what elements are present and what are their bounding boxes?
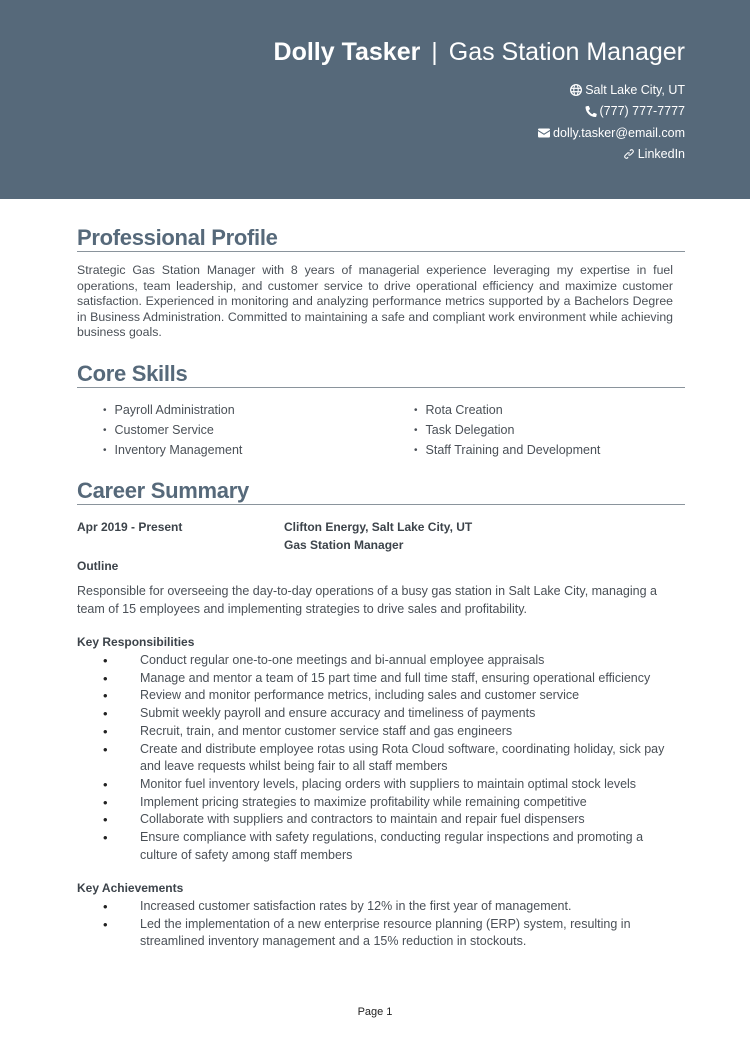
list-item: • Create and distribute employee rotas using Rota Cloud software, coordinating holiday, sick pay and leave requests whilst being fair to all staff members [103, 741, 673, 776]
list-item: • Conduct regular one-to-one meetings and bi-annual employee appraisals [103, 652, 673, 670]
list-item: • Implement pricing strategies to maximize profitability while remaining competitive [103, 794, 673, 812]
list-item: • Review and monitor performance metrics, including sales and customer service [103, 687, 673, 705]
list-item: • Recruit, train, and mentor customer service staff and gas engineers [103, 723, 673, 741]
contact-email[interactable] [538, 125, 685, 141]
page-number: Page 1 [357, 1006, 393, 1018]
contact-location [570, 82, 685, 98]
globe-icon [570, 84, 582, 96]
phone-text: (777) 777-7777 [599, 104, 685, 118]
skill-item: • Task Delegation [414, 421, 600, 441]
section-title-skills: Core Skills [77, 361, 685, 388]
section-title-career: Career Summary [77, 478, 685, 505]
job-dates: Apr 2019 - Present [77, 520, 183, 534]
list-item: • Ensure compliance with safety regulations, conducting regular inspections and promoting a culture of safety among staff members [103, 829, 673, 864]
link-icon [623, 148, 635, 160]
responsibilities-list [103, 652, 673, 864]
location-text: Salt Lake City, UT [585, 83, 685, 97]
skills-list-right [414, 401, 600, 461]
achievements-list [103, 898, 673, 951]
employer: Clifton Energy, Salt Lake City, UT [284, 520, 473, 534]
achievements-label: Key Achievements [77, 881, 184, 895]
contact-phone [585, 103, 685, 119]
section-title-profile: Professional Profile [77, 225, 685, 252]
role-title: Gas Station Manager [284, 538, 404, 552]
job-title: Gas Station Manager [448, 38, 685, 66]
list-item: • Led the implementation of a new enterprise resource planning (ERP) system, resulting in streamlined inventory management and a 15% reduction in stockouts. [103, 916, 673, 951]
responsibilities-label: Key Responsibilities [77, 635, 195, 649]
name-title-line [274, 36, 685, 68]
list-item: • Monitor fuel inventory levels, placing orders with suppliers to maintain optimal stock levels [103, 776, 673, 794]
skill-item: • Inventory Management [103, 441, 242, 461]
envelope-icon [538, 127, 550, 139]
list-item: • Increased customer satisfaction rates by 12% in the first year of management. [103, 898, 673, 916]
skill-item: • Staff Training and Development [414, 441, 600, 461]
candidate-name: Dolly Tasker [273, 38, 421, 66]
outline-label: Outline [77, 559, 119, 573]
skill-item: • Customer Service [103, 421, 242, 441]
outline-text: Responsible for overseeing the day-to-day operations of a busy gas station in Salt Lake City, managing a team of 15 employees and implementing strategies to drive sales and profitability. [77, 584, 657, 616]
list-item: • Collaborate with suppliers and contractors to maintain and repair fuel dispensers [103, 811, 673, 829]
title-separator: | [431, 38, 438, 66]
skill-item: • Rota Creation [414, 401, 600, 421]
phone-icon [585, 105, 597, 117]
skill-item: • Payroll Administration [103, 401, 242, 421]
linkedin-link[interactable]: LinkedIn [637, 147, 685, 161]
contact-linkedin[interactable] [623, 146, 685, 162]
list-item: • Submit weekly payroll and ensure accuracy and timeliness of payments [103, 705, 673, 723]
list-item: • Manage and mentor a team of 15 part time and full time staff, ensuring operational efficiency [103, 670, 673, 688]
skills-list-left [103, 401, 242, 461]
profile-text: Strategic Gas Station Manager with 8 years of managerial experience leveraging my expertise in fuel operations, team leadership, and customer service to drive operational efficiency and maximize customer satisfaction. Experienced in monitoring and analyzing performance metrics supported by a Bachelors Degree in Business Administration. Committed to maintaining a safe and compliant work environment while achieving business goals. [77, 263, 673, 339]
email-link[interactable]: dolly.tasker@email.com [553, 126, 685, 140]
header-banner [0, 0, 750, 199]
